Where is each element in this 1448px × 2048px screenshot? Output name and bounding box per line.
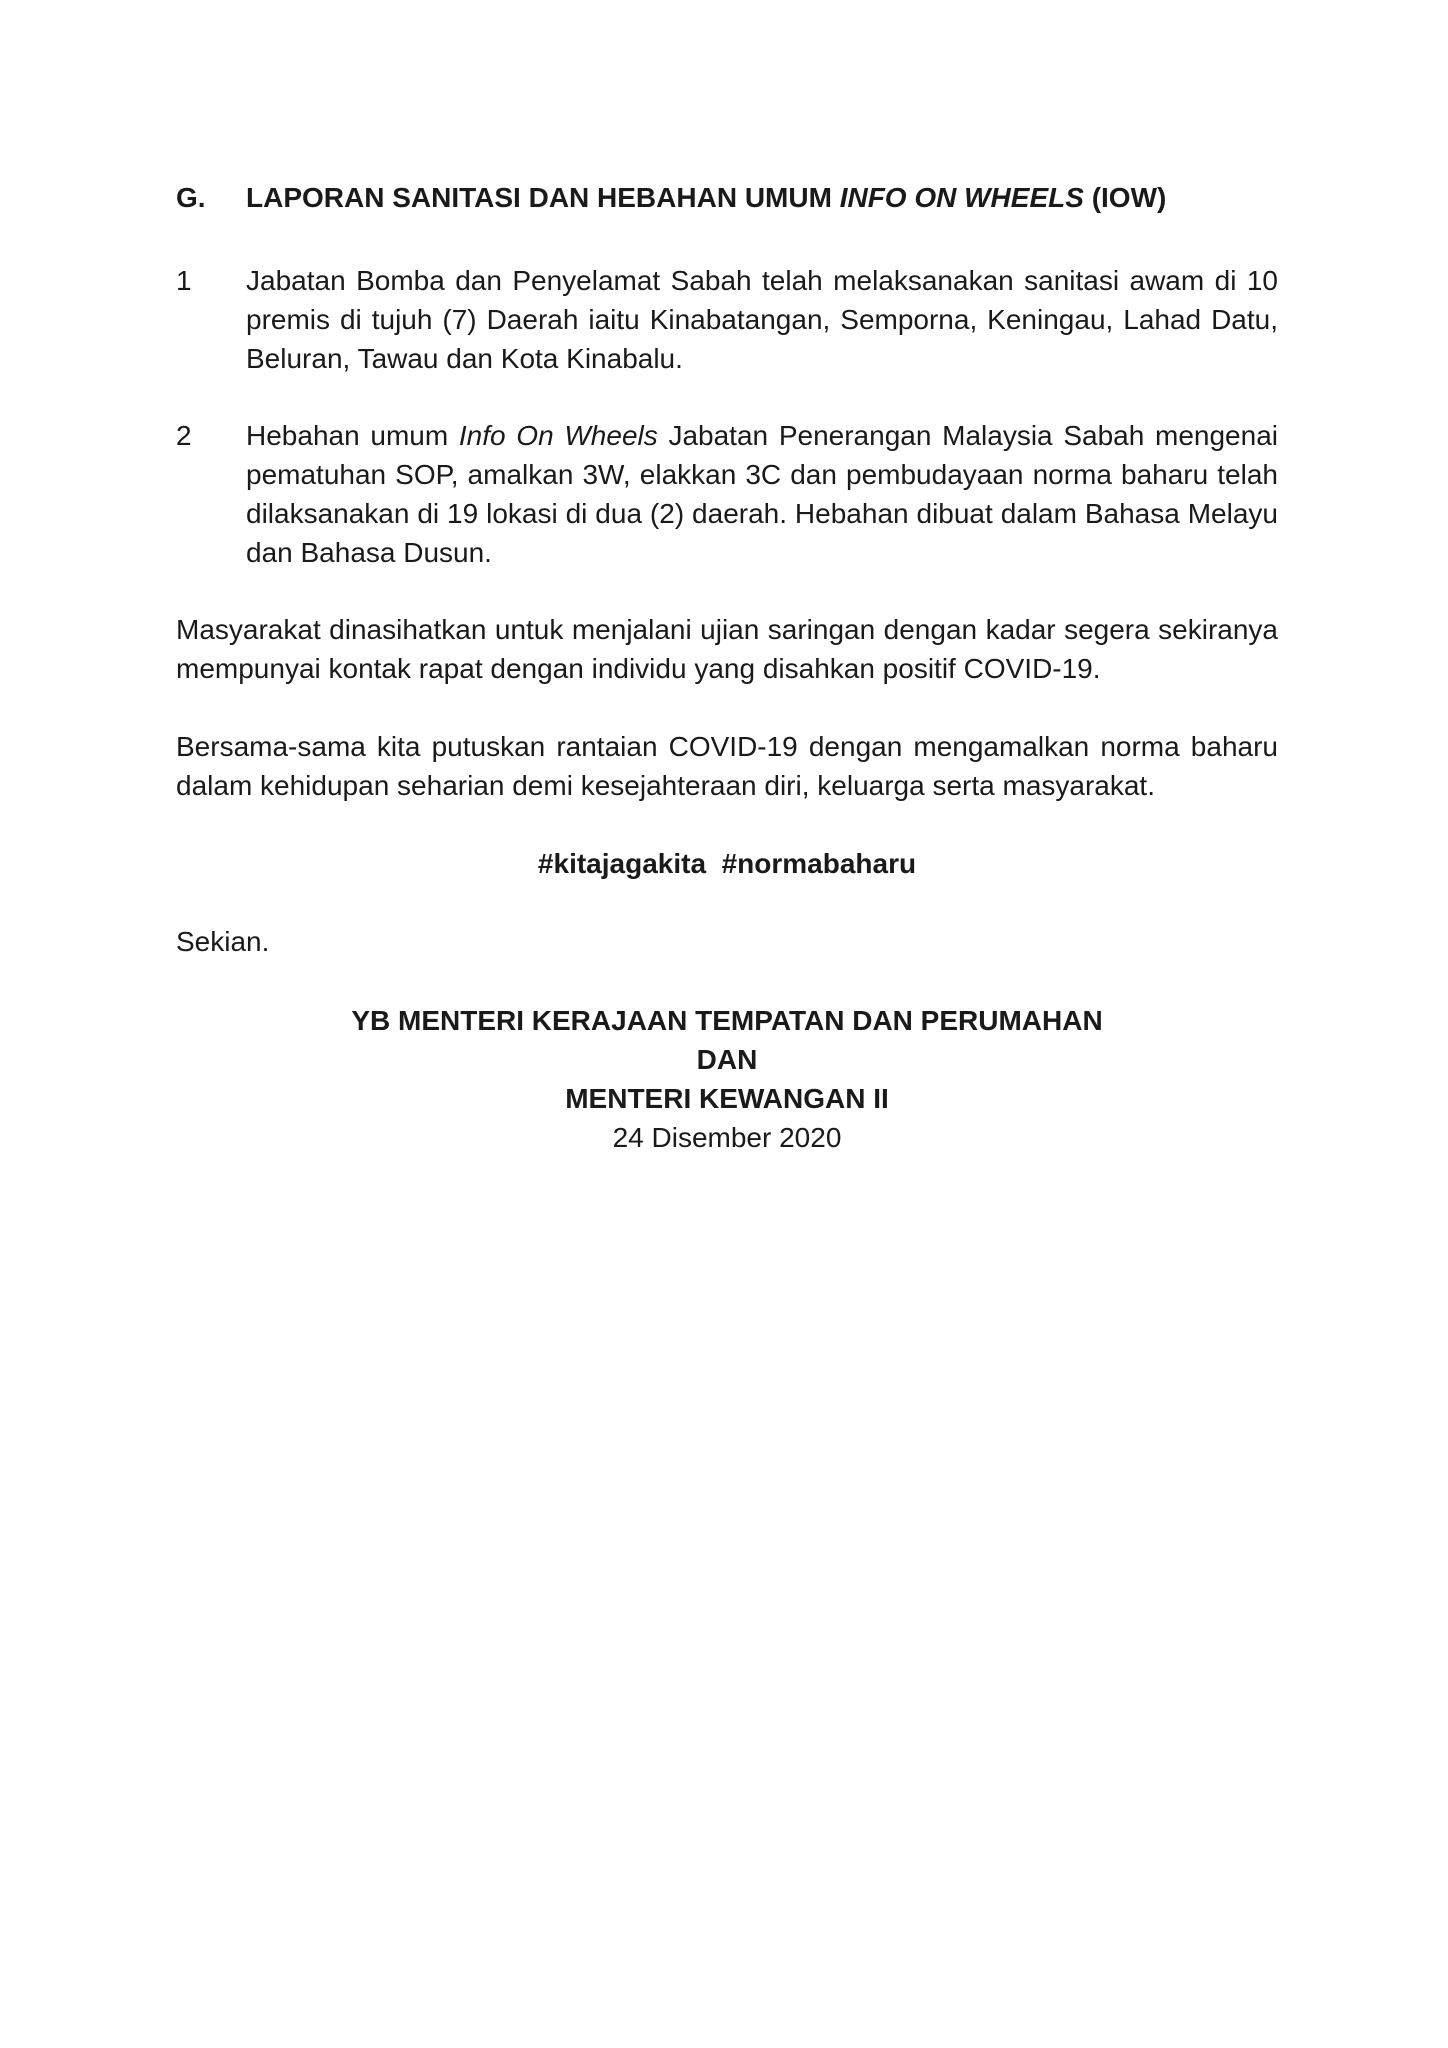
list-item-text-italic: Info On Wheels — [458, 420, 658, 451]
signature-title-line-3: MENTERI KEWANGAN II — [565, 1083, 889, 1114]
list-item-text-end: Jabatan Penerangan Malaysia Sabah mengenai pematuhan SOP, amalkan 3W, elakkan 3C dan pembudayaan norma baharu telah dilaksanakan di 19 lokasi di dua (2) daerah. Hebahan dibuat dalam Bahasa Melayu dan Bahasa Dusun. — [246, 420, 1278, 568]
section-title-italic: INFO ON WHEELS — [839, 182, 1084, 213]
signature-block — [176, 1001, 1278, 1157]
list-item — [176, 416, 1278, 572]
section-title-suffix: (IOW) — [1083, 182, 1167, 213]
list-item — [176, 261, 1278, 378]
list-item-text — [246, 416, 1278, 572]
document-body — [176, 178, 1278, 1157]
section-letter: G. — [176, 182, 206, 213]
signature-date: 24 Disember 2020 — [612, 1122, 842, 1153]
list-item-number: 1 — [176, 265, 192, 296]
list-item-text: Jabatan Bomba dan Penyelamat Sabah telah melaksanakan sanitasi awam di 10 premis di tujuh (7) Daerah iaitu Kinabatangan, Semporna, Keningau, Lahad Datu, Beluran, Tawau dan Kota Kinabalu. — [246, 265, 1278, 374]
signature-title-line-1: YB MENTERI KERAJAAN TEMPATAN DAN PERUMAHAN — [351, 1005, 1103, 1036]
hashtags: #kitajagakita #normabaharu — [537, 848, 917, 879]
list-item-number: 2 — [176, 420, 192, 451]
call-to-action-paragraph: Bersama-sama kita putuskan rantaian COVID-19 dengan mengamalkan norma baharu dalam kehidupan seharian demi kesejahteraan diri, keluarga serta masyarakat. — [176, 731, 1278, 801]
closing-remark: Sekian. — [176, 926, 270, 957]
signature-title-line-2: DAN — [696, 1044, 758, 1075]
advice-paragraph: Masyarakat dinasihatkan untuk menjalani ujian saringan dengan kadar segera sekiranya mempunyai kontak rapat dengan individu yang disahkan positif COVID-19. — [176, 614, 1278, 684]
section-title — [246, 178, 1166, 217]
section-title-main: LAPORAN SANITASI DAN HEBAHAN UMUM — [246, 182, 840, 213]
section-heading — [176, 178, 1278, 217]
list-item-text-start: Hebahan umum — [246, 420, 459, 451]
